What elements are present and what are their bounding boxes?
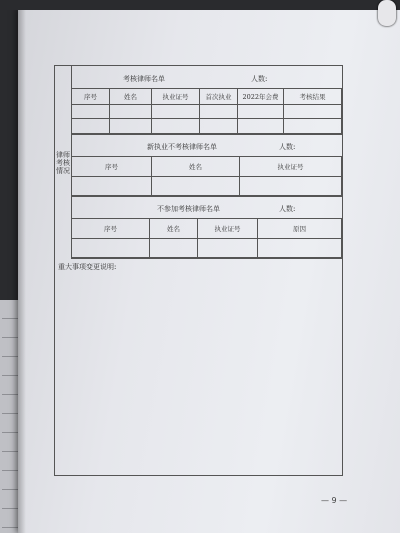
- section-title: 不参加考核律师名单: [157, 205, 220, 213]
- column-header: 序号: [72, 157, 152, 177]
- column-header: 考核结果: [284, 89, 342, 105]
- binder-clip: [378, 0, 396, 26]
- column-header: 姓名: [152, 157, 240, 177]
- table-row: [72, 239, 342, 258]
- section-assessed-lawyers: [71, 66, 342, 135]
- assessed-table: [71, 88, 342, 134]
- column-header: 序号: [72, 219, 150, 239]
- count-label: 人数:: [279, 143, 296, 151]
- page-edge-shadow: [18, 8, 26, 533]
- new-lawyers-table: [71, 156, 342, 196]
- section-title: 新执业不考核律师名单: [147, 143, 217, 151]
- column-header: 2022年会费: [238, 89, 284, 105]
- background-top: [0, 0, 400, 10]
- section-title-row: [71, 66, 342, 89]
- page-number: — 9 —: [321, 496, 348, 505]
- side-label: 律师考核情况: [56, 151, 70, 175]
- not-participating-table: [71, 218, 342, 258]
- major-changes-label: 重大事项变更说明:: [58, 263, 117, 271]
- section-title-row: [71, 134, 342, 157]
- column-header: 序号: [72, 89, 110, 105]
- column-header: 执业证号: [198, 219, 258, 239]
- table-row: [72, 104, 342, 119]
- table-row: [72, 177, 342, 196]
- section-title-row: [71, 196, 342, 219]
- section-title: 考核律师名单: [123, 75, 165, 83]
- count-label: 人数:: [251, 75, 268, 83]
- column-header: 执业证号: [152, 89, 200, 105]
- document-page: [18, 8, 400, 533]
- section-new-lawyers: [71, 134, 342, 197]
- column-header: 执业证号: [240, 157, 342, 177]
- column-header: 首次执业: [200, 89, 238, 105]
- form-frame: [54, 65, 343, 476]
- column-header: 姓名: [110, 89, 152, 105]
- count-label: 人数:: [279, 205, 296, 213]
- table-row: [72, 119, 342, 134]
- column-header: 姓名: [150, 219, 198, 239]
- side-label-column: [55, 66, 72, 258]
- column-header: 原因: [258, 219, 342, 239]
- section-not-participating: [71, 196, 342, 259]
